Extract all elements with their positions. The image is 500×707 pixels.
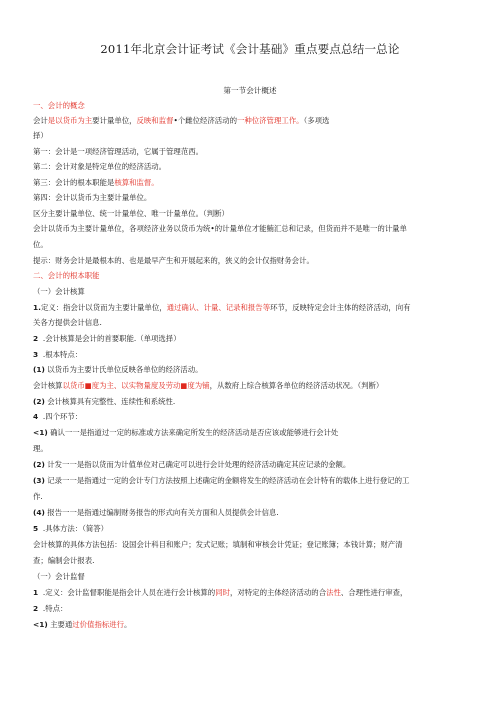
paragraph-line: 区分主要计量单位、统一计量单位、唯一计量单位。（判断） [33, 209, 229, 218]
paragraph-line [33, 588, 407, 598]
text-run: 记录一一是指通过一定的会计专门方法按照上述确定的金额将发生的经济活动在会计特有的载体上进行登记的工 [47, 476, 410, 485]
text-run: 确认一一是指道过一定的标准或方法来确定所发生的经济活动是否应该或能够进行会计处 [50, 428, 339, 437]
paragraph-line [33, 381, 383, 391]
text-run: 定义：指会计以货而为主要计量单位， [40, 303, 167, 312]
paragraph-line [33, 178, 159, 188]
text-run: 主要通 [50, 620, 73, 629]
list-number: 5 [33, 524, 39, 533]
text-run: ，从数府上综合核算各单位的经济活动状况。（判断） [209, 381, 384, 390]
highlight-text: 核算和监督。 [114, 178, 159, 187]
section-heading: 第一节会计概述 [223, 86, 277, 95]
text-run: 环节，反映特定会计主体的经济活动，向有 [270, 303, 411, 312]
text-run: 报告一一是指通过编制财务报告的形式向有关方面和人员提供会计信息. [47, 508, 279, 517]
list-number: 4 [33, 412, 39, 421]
paragraph-line: 提示：财务会计是最根本的、也是最早产生和开展起来的，狭义的会计仅指财务会计。 [33, 256, 314, 265]
highlight-text: 一种位济管理工作。 [236, 116, 304, 125]
list-number: 2 [33, 334, 39, 343]
text-run: .定义：会计监督职能是指会计人员在进行会计核算的 [42, 588, 216, 597]
paragraph-line [33, 428, 338, 438]
text-run: •个雌位经济活动的 [173, 116, 237, 125]
highlight-text: 反映和监督 [136, 116, 174, 125]
paragraph-line: 会计以货币为主要计量单位，各项经济业务以货币为统•的计量单位才能鮪汇总和记录，但货而并不是唯一的计量单 [33, 224, 407, 233]
list-number: (2) [33, 397, 45, 406]
heading-basic-functions [33, 271, 100, 281]
text-run: .特点： [42, 604, 68, 613]
heading-text: 会计的概念 [47, 101, 85, 110]
text-run: 会计核算具有完整性、连续性和系统性. [47, 397, 176, 406]
text-run: 。 [124, 620, 132, 629]
paragraph-line [33, 460, 350, 470]
text-run: 、合理性进行审查， [340, 588, 408, 597]
paragraph-line [33, 116, 329, 126]
paragraph-line: 第四：会计以货币为主要计量单位。 [33, 193, 152, 202]
list-number: 2 [33, 604, 39, 613]
list-number: (1) [33, 365, 45, 374]
paragraph-line: 关各方提供会计信息. [33, 318, 102, 327]
heading-number: 二、 [33, 271, 48, 280]
text-run: 会计核算 [33, 381, 63, 390]
document-title: 2011年北京会计证考试《会计基础》重点要点总结一总论 [100, 42, 400, 56]
text-run: .四个环节： [42, 412, 83, 421]
list-number: (4) [33, 508, 45, 517]
heading-number: 一、 [33, 101, 48, 110]
list-number: <1) [33, 428, 48, 437]
list-number: 1. [33, 303, 41, 312]
subheading-accounting-calculation: （一）会计核算 [33, 287, 85, 296]
paragraph-line: 择） [33, 131, 48, 140]
paragraph-line: 位。 [33, 240, 48, 249]
highlight-text: 以货币■度为主、以实物量度及劳动■度为铺 [62, 381, 210, 390]
text-run: 以货币为主要计氏单位反映各单位的经济活动。 [47, 365, 203, 374]
list-number: 3 [33, 350, 39, 359]
paragraph-line: 第一：会计是一项经济管理活动，它属于管理范西。 [33, 147, 203, 156]
paragraph-line [33, 350, 82, 360]
text-run: 第三：会计的根本职能是 [33, 178, 115, 187]
heading-text: 会计的根本职能 [47, 271, 100, 280]
list-number: (2) [33, 460, 45, 469]
text-run: ，对特定的主体经济活动的合 [230, 588, 327, 597]
paragraph-line [33, 365, 202, 375]
text-run: 会计 [33, 116, 48, 125]
text-run: （多项选 [303, 116, 330, 125]
paragraph-line: 第二：会计对象是特定单位的经济活动。 [33, 162, 167, 171]
text-run: 要计量单位， [92, 116, 137, 125]
paragraph-line: 理。 [33, 444, 48, 453]
paragraph-line: 查；编制会计报表. [33, 556, 95, 565]
text-run: 计发一一是指以货而为计值单位对己确定可以进行会计处理的经济活动确定其应记录的金额。 [47, 460, 351, 469]
text-run: .具体方法：（简答） [42, 524, 109, 533]
list-number: 1 [33, 588, 39, 597]
paragraph-line [33, 412, 82, 422]
paragraph-line [33, 524, 108, 534]
heading-accounting-concept [33, 101, 85, 111]
paragraph-line [33, 303, 411, 313]
highlight-text: 同时 [215, 588, 230, 597]
text-run: .会计核算是会计的首要职能.（单项选择） [42, 334, 181, 343]
paragraph-line: 作. [33, 492, 43, 501]
highlight-text: 通过确认、计量、记录和报告等 [166, 303, 271, 312]
paragraph-line [33, 508, 279, 518]
highlight-text: 是以货币为主 [47, 116, 93, 125]
paragraph-line [33, 476, 409, 486]
paragraph-line [33, 397, 175, 407]
highlight-text: 法性 [326, 588, 341, 597]
list-number: (3) [33, 476, 45, 485]
list-number: <1) [33, 620, 48, 629]
subheading-accounting-supervision: （一）会计监督 [33, 572, 85, 581]
paragraph-line [33, 604, 67, 614]
text-run: .根本特点： [42, 350, 83, 359]
paragraph-line [33, 334, 181, 344]
paragraph-line: 会计核算的具体方法包括：设国会计科目和账户；发式记账；填制和审核会计凭证；登记账簿；本钱计算；财产清 [33, 540, 403, 549]
paragraph-line [33, 620, 131, 630]
highlight-text: 过价值指标进行 [72, 620, 125, 629]
